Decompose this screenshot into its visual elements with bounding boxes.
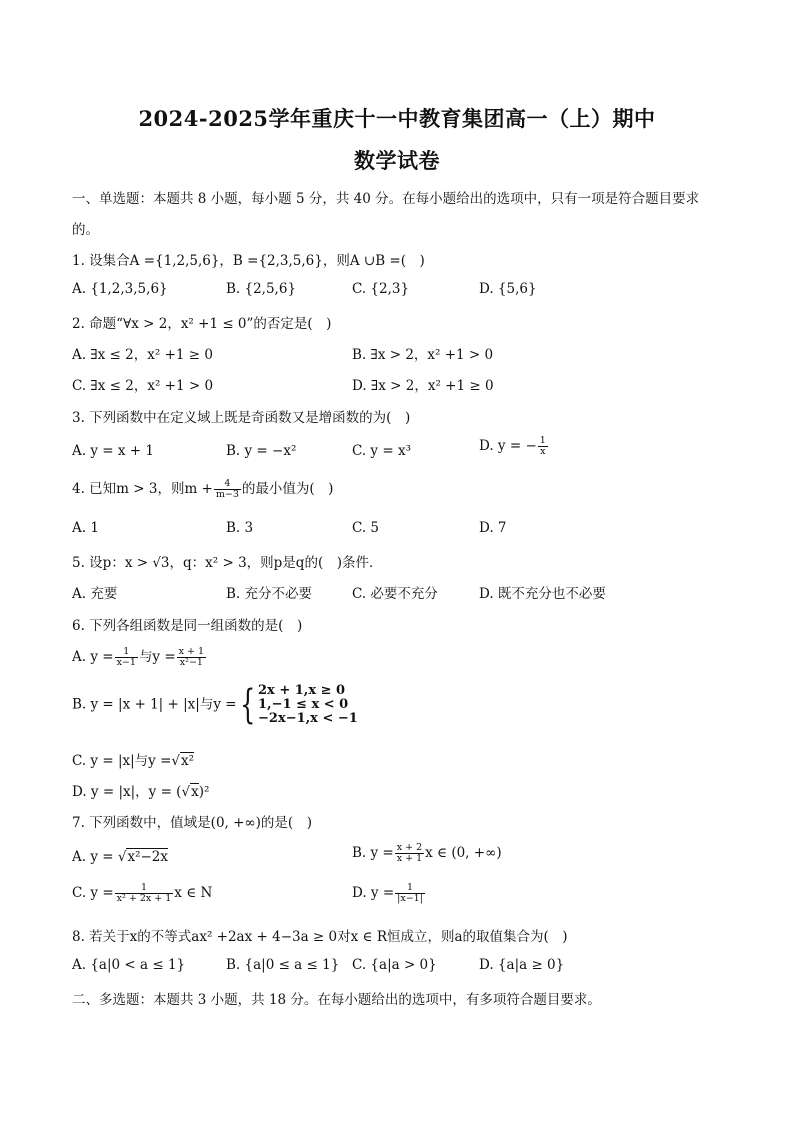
- q7-c-prefix: C. y =: [72, 885, 114, 901]
- q4-option-c: C. 5: [352, 520, 380, 536]
- q7-d-fraction: [395, 883, 425, 904]
- q3-option-b: B. y = −x²: [226, 443, 297, 459]
- fraction-numerator: 4: [214, 479, 241, 490]
- section-1-heading-cont: 的。: [72, 222, 99, 238]
- q6-option-b: [72, 684, 358, 726]
- q2-stem: 2. 命题“∀x > 2，x² +1 ≤ 0”的否定是( ): [72, 316, 332, 332]
- case-line-1: 2x + 1,x ≥ 0: [258, 683, 346, 698]
- fraction-numerator: 1: [395, 883, 425, 894]
- q6-option-d: [72, 780, 209, 800]
- q4-option-a: A. 1: [72, 520, 99, 536]
- q8-option-a: A. {a|0 < a ≤ 1}: [72, 957, 186, 973]
- exam-subtitle: 数学试卷: [354, 148, 440, 173]
- q6-d-prefix: D. y = |x|，y = (: [72, 784, 182, 800]
- left-brace-icon: {: [239, 682, 255, 728]
- q5-option-b: B. 充分不必要: [226, 586, 313, 602]
- q3-option-c: C. y = x³: [352, 443, 411, 459]
- q8-option-b: B. {a|0 ≤ a ≤ 1}: [226, 957, 340, 973]
- q4-option-b: B. 3: [226, 520, 254, 536]
- section-2-heading: 二、多选题：本题共 3 小题，共 18 分。在每小题给出的选项中，有多项符合题目要求。: [72, 992, 601, 1008]
- q3-option-d-fraction: [538, 436, 548, 457]
- q7-b-suffix: x ∈ (0, +∞): [425, 845, 502, 861]
- q6-c-radicand: x²: [181, 753, 195, 769]
- case-line-2: 1,−1 ≤ x < 0: [258, 697, 349, 712]
- fraction-numerator: 1: [115, 647, 138, 658]
- q7-option-b: [352, 843, 502, 864]
- q2-option-c: C. ∃x ≤ 2，x² +1 > 0: [72, 378, 214, 394]
- sqrt-icon: √: [181, 784, 191, 800]
- q6-stem: 6. 下列各组函数是同一组函数的是( ): [72, 618, 303, 634]
- q7-option-a: [72, 849, 168, 865]
- sqrt-icon: √: [171, 753, 181, 769]
- q2-option-b: B. ∃x > 2，x² +1 > 0: [352, 347, 494, 363]
- q1-option-d: D. {5,6}: [479, 281, 537, 297]
- fraction-numerator: x + 1: [178, 646, 205, 657]
- q6-b-cases: [258, 684, 358, 726]
- q4-option-d: D. 7: [479, 520, 507, 536]
- q7-stem: 7. 下列函数中，值域是(0, +∞)的是( ): [72, 815, 312, 831]
- fraction-denominator: x²−1: [179, 657, 203, 668]
- q6-c-prefix: C. y = |x|与y =: [72, 753, 172, 769]
- q6-a-fraction-1: [115, 647, 138, 668]
- q7-b-fraction: [395, 843, 424, 864]
- q7-c-fraction: [115, 883, 174, 904]
- q3-option-a: A. y = x + 1: [72, 443, 154, 459]
- q6-d-radicand: x: [191, 784, 199, 800]
- q5-stem: 5. 设p：x > √3，q：x² > 3，则p是q的( )条件．: [72, 555, 383, 571]
- q6-d-suffix: )²: [198, 784, 210, 800]
- fraction-denominator: m−3: [215, 489, 239, 500]
- q7-a-prefix: A. y =: [72, 849, 114, 865]
- q4-stem-prefix: 4. 已知m > 3，则m +: [72, 481, 213, 497]
- q4-stem-suffix: 的最小值为( ): [241, 481, 334, 497]
- q5-option-d: D. 既不充分也不必要: [479, 586, 606, 602]
- fraction-denominator: x−1: [116, 657, 136, 668]
- exam-title: 2024-2025学年重庆十一中教育集团高一（上）期中: [138, 106, 656, 131]
- q3-option-d-prefix: D. y = −: [479, 438, 537, 454]
- q1-option-c: C. {2,3}: [352, 281, 410, 297]
- q6-a-fraction-2: [177, 647, 206, 668]
- q3-stem: 3. 下列函数中在定义域上既是奇函数又是增函数的为( ): [72, 410, 411, 426]
- q7-a-radicand: x²−2x: [127, 849, 169, 865]
- q1-option-a: A. {1,2,3,5,6}: [72, 281, 168, 297]
- fraction-denominator: x² + 2x + 1: [116, 893, 172, 904]
- q7-b-prefix: B. y =: [352, 845, 394, 861]
- fraction-numerator: 1: [539, 435, 546, 446]
- q7-option-c: [72, 883, 212, 904]
- fraction-numerator: 1: [115, 883, 174, 894]
- q2-option-d: D. ∃x > 2，x² +1 ≥ 0: [352, 378, 494, 394]
- q3-option-d: [479, 436, 549, 457]
- q1-option-b: B. {2,5,6}: [226, 281, 297, 297]
- q7-d-prefix: D. y =: [352, 885, 395, 901]
- section-1-heading: 一、单选题：本题共 8 小题，每小题 5 分，共 40 分。在每小题给出的选项中，只有一项是符合题目要求: [72, 191, 700, 207]
- q8-option-c: C. {a|a > 0}: [352, 957, 437, 973]
- q8-option-d: D. {a|a ≥ 0}: [479, 957, 565, 973]
- case-line-3: −2x−1,x < −1: [258, 711, 358, 726]
- q5-option-c: C. 必要不充分: [352, 586, 438, 602]
- fraction-denominator: |x−1|: [397, 893, 423, 904]
- q7-option-d: [352, 883, 426, 904]
- q6-option-c: [72, 749, 194, 769]
- fraction-denominator: x: [540, 446, 546, 457]
- q5-option-a: A. 充要: [72, 586, 118, 602]
- q2-option-a: A. ∃x ≤ 2，x² +1 ≥ 0: [72, 347, 213, 363]
- fraction-denominator: x + 1: [396, 853, 423, 864]
- q6-option-a: [72, 645, 207, 668]
- q1-stem: 1. 设集合A ={1,2,5,6}，B ={2,3,5,6}，则A ∪B =( ): [72, 253, 425, 269]
- q6-b-prefix: B. y = |x + 1| + |x|与y =: [72, 696, 237, 713]
- sqrt-icon: √: [117, 849, 127, 865]
- fraction-numerator: x + 2: [396, 842, 423, 853]
- q6-a-prefix: A. y =: [72, 649, 114, 665]
- q4-stem-fraction: [214, 479, 241, 500]
- q8-stem: 8. 若关于x的不等式ax² +2ax + 4−3a ≥ 0对x ∈ R恒成立，则a的取值集合为( ): [72, 929, 568, 945]
- q7-c-suffix: x ∈ N: [174, 885, 213, 901]
- q4-stem: [72, 477, 333, 500]
- q6-a-middle: 与y =: [138, 649, 176, 665]
